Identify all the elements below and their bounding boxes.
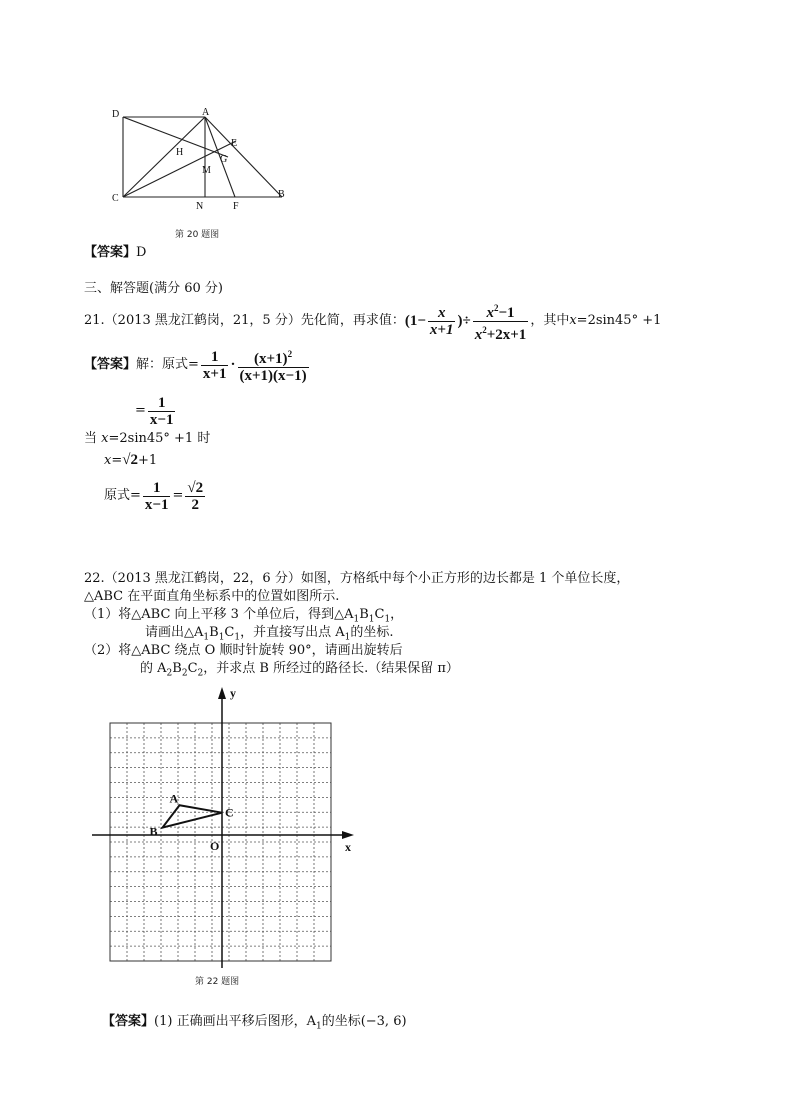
fig20-label-a: A — [202, 107, 210, 118]
q21-stem-prefix: 21.（2013 黑龙江鹤岗，21，5 分）先化简，再求值： — [84, 313, 405, 328]
q21-answer-line1: 【答案】 解：原式= $\frac{1}{x+1}$ · $\frac{(x+1)^2}{(x+1)(x-1)}$ — [84, 345, 311, 385]
figure-20 — [110, 105, 300, 215]
fig20-segment-ab — [205, 117, 282, 197]
fig20-label-m: M — [202, 165, 211, 176]
fig20-label-g: G — [220, 154, 228, 165]
fig20-label-f: F — [233, 201, 239, 212]
fig20-label-d: D — [112, 109, 120, 120]
q21-expression: (1− $\frac{x}{x+1}$ )÷ $\frac{x^2-1}{x^2+2x+1}$ — [405, 300, 530, 343]
q21-condition: =2sin45° +1 — [576, 313, 662, 328]
q22-line1: 22.（2013 黑龙江鹤岗，22，6 分）如图，方格纸中每个小正方形的边长都是 1 个单位长度， — [84, 571, 630, 586]
q21-when: 当 x=2sin45° +1 时 — [84, 431, 211, 446]
answer-value: D — [136, 245, 147, 260]
q21-step2: = $\frac{1}{x-1}$ — [135, 394, 174, 428]
q22-line2: △ABC 在平面直角坐标系中的位置如图所示. — [84, 589, 340, 604]
label-a: A — [169, 791, 179, 806]
q21-step1: $\frac{1}{x+1}$ · $\frac{(x+1)^2}{(x+1)(x-1)}$ — [199, 346, 311, 384]
q22-part2: （2）将△ABC 绕点 O 顺时针旋转 90°，请画出旋转后 — [84, 643, 403, 658]
fig20-label-e: E — [231, 138, 238, 149]
q21-stem-suffix: ，其中 — [530, 313, 570, 328]
q22-answer: 【答案】(1) 正确画出平移后图形，$A_1$的坐标(−3, 6) — [102, 1014, 407, 1032]
q21-final: 原式= $\frac{1}{x-1}$ = $\frac{√2}{2}$ — [104, 479, 204, 513]
answer-label: 【答案】 — [84, 357, 137, 372]
figure-20-caption: 第 20 题图 — [175, 230, 220, 240]
answer-label: 【答案】 — [102, 1014, 155, 1029]
label-x: x — [345, 840, 351, 854]
triangle-abc — [163, 805, 223, 827]
q21-x-value: x=√2+1 — [104, 452, 158, 468]
q22-part1-line2: 请画出$\triangle A_1B_1C_1$，并直接写出点 $A_1$的坐标. — [145, 625, 394, 643]
q22-part1: （1）将△ABC 向上平移 3 个单位后，得到$\triangle A_1B_1C_1$， — [84, 607, 404, 625]
x-axis-arrow — [342, 831, 354, 839]
label-origin: O — [210, 839, 220, 853]
fig20-segment-ac — [123, 117, 205, 197]
figure-22 — [92, 683, 362, 973]
q21-stem: 21.（2013 黑龙江鹤岗，21，5 分）先化简，再求值： (1− $\frac{x}{x+1}$ )÷ $\frac{x^2-1}{x^2+2x+1}$ ，其中 x =2sin45° +1 — [84, 302, 661, 340]
answer-label: 【答案】 — [84, 245, 137, 260]
label-y: y — [230, 686, 236, 700]
label-b: B — [149, 824, 158, 839]
section-title: 三、解答题(满分 60 分) — [84, 281, 223, 296]
y-axis-arrow — [218, 687, 226, 699]
fig20-label-c: C — [112, 193, 119, 204]
fig20-label-h: H — [176, 147, 184, 158]
figure-22-caption: 第 22 题图 — [195, 977, 240, 987]
fig20-label-b: B — [278, 189, 285, 200]
q20-answer — [84, 245, 146, 261]
fig20-label-n: N — [196, 201, 204, 212]
label-c: C — [225, 805, 234, 820]
grid — [110, 723, 331, 961]
q22-part2-line2: 的 $A_2B_2C_2$，并求点 B 所经过的路径长.（结果保留 π） — [140, 661, 459, 679]
